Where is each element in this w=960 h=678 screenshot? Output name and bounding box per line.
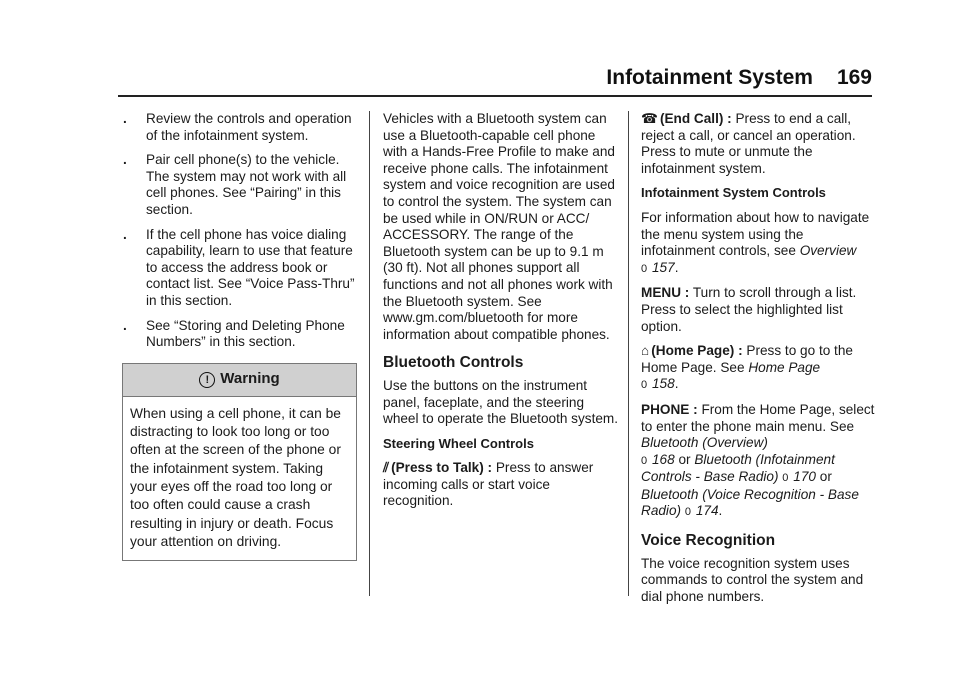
bullet-marker: . (123, 317, 127, 333)
list-item (122, 227, 356, 310)
column-3 (641, 111, 877, 613)
subhead-steering-wheel-controls: Steering Wheel Controls (383, 435, 534, 451)
end-call-label: (End Call) : (659, 111, 732, 126)
punctuation: . (674, 259, 679, 275)
page-header (606, 66, 872, 90)
bullet-text: Review the controls and operation of the infotainment system. (146, 111, 352, 143)
phone-text: From the Home Page, select to enter the phone main menu. See (641, 401, 875, 434)
bullet-text: See “Storing and Deleting Phone Numbers” in this section. (146, 317, 345, 350)
list-item (122, 152, 356, 218)
bullet-list (122, 111, 356, 351)
controls-paragraph (641, 210, 877, 277)
conjunction: or (815, 469, 832, 485)
warning-box (122, 363, 357, 561)
bullet-text: Pair cell phone(s) to the vehicle. The system may not work with all cell phones. See “Pairing” in this section. (146, 152, 347, 217)
press-to-talk-icon: ⫽ (383, 460, 390, 476)
page-ref-symbol: 0 (641, 262, 648, 275)
bullet-marker: . (123, 111, 127, 126)
page-ref-symbol: 0 (782, 472, 789, 485)
end-call-text: Press to end a call, reject a call, or cancel an operation. Press to mute or unmute the infotainment system. (641, 111, 856, 176)
xref-page[interactable]: 170 (793, 469, 816, 485)
xref-bluetooth-voice[interactable]: Bluetooth (Voice Recognition - Base Radio) (641, 486, 859, 519)
section-title-voice-recognition: Voice Recognition (641, 532, 776, 550)
xref-page[interactable]: 174 (695, 503, 719, 519)
column-divider-1 (369, 111, 370, 596)
column-1 (122, 111, 356, 561)
punctuation: . (674, 376, 679, 392)
subhead-infotainment-controls: Infotainment System Controls (641, 185, 826, 201)
home-page-text: Press to go to the Home Page. See (641, 343, 853, 375)
press-to-talk-entry (383, 460, 619, 510)
column-2 (383, 111, 619, 518)
home-icon: ⌂ (641, 343, 650, 359)
press-to-talk-text: Press to answer incoming calls or start voice recognition. (383, 460, 594, 509)
bullet-text: If the cell phone has voice dialing capability, learn to use that feature to access the address book or contact list. See “Voice Pass-Thru” in this section. (146, 226, 355, 308)
home-page-label: (Home Page) : (651, 343, 743, 359)
menu-entry (641, 285, 877, 335)
controls-text: For information about how to navigate the menu system using the infotainment controls, see (641, 209, 870, 259)
phone-label: PHONE : (641, 401, 698, 417)
end-call-entry (641, 111, 877, 177)
xref-page[interactable]: 158 (652, 376, 675, 392)
xref-bluetooth-overview[interactable]: Bluetooth (Overview) (641, 435, 768, 451)
warning-body: When using a cell phone, it can be distracting to look too long or too often at the screen of the phone or the infotainment system. Taking your eyes off the road too long or too often could cause a crash resulting in injury or death. Focus your attention on driving. (130, 405, 341, 549)
header-rule (118, 95, 872, 97)
bluetooth-intro: Vehicles with a Bluetooth system can use a Bluetooth-capable cell phone with a Hands-Free Profile to make and receive phone calls. The infotainment system and voice recognition are used to control the system. The system can be used while in ON/RUN or ACC/ ACCESSORY. The range of the Bluetooth system can be up to 9.1 m (30 ft). Not all phones support all functions and not all phones work with the Bluetooth system. See www.gm.com/bluetooth for more information about compatible phones. (383, 111, 615, 342)
warning-header (123, 364, 356, 397)
end-call-icon: ☎ (641, 111, 658, 126)
voice-recognition-body: The voice recognition system uses commands to control the system and dial phone numbers. (641, 555, 864, 604)
page-ref-symbol: 0 (684, 506, 691, 519)
chapter-title: Infotainment System (606, 66, 813, 89)
page-number: 169 (836, 66, 872, 89)
xref-home-page[interactable]: Home Page (748, 359, 821, 375)
menu-text: Turn to scroll through a list. Press to select the highlighted list option. (641, 285, 857, 334)
xref-bluetooth-infotainment[interactable]: Bluetooth (Infotainment Controls - Base Radio) (641, 451, 835, 485)
section-title-bluetooth-controls: Bluetooth Controls (383, 354, 524, 372)
bullet-marker: . (123, 226, 127, 242)
press-to-talk-label: (Press to Talk) : (391, 460, 493, 476)
bluetooth-controls-body: Use the buttons on the instrument panel, faceplate, and the steering wheel to operate the Bluetooth system. (383, 377, 619, 427)
menu-label: MENU : (641, 285, 690, 301)
punctuation: . (718, 503, 723, 519)
xref-overview[interactable]: Overview (799, 243, 857, 259)
xref-page[interactable]: 168 (652, 451, 675, 467)
page-ref-symbol: 0 (641, 379, 648, 392)
page-ref-symbol: 0 (641, 454, 648, 467)
list-item (122, 111, 356, 144)
phone-entry (641, 402, 877, 521)
bullet-marker: . (123, 152, 127, 168)
home-page-entry (641, 343, 877, 394)
warning-icon: ! (199, 372, 215, 388)
conjunction: or (674, 451, 695, 467)
list-item (122, 318, 356, 351)
column-divider-2 (628, 111, 629, 596)
warning-title: Warning (220, 370, 280, 388)
xref-page[interactable]: 157 (652, 259, 675, 275)
